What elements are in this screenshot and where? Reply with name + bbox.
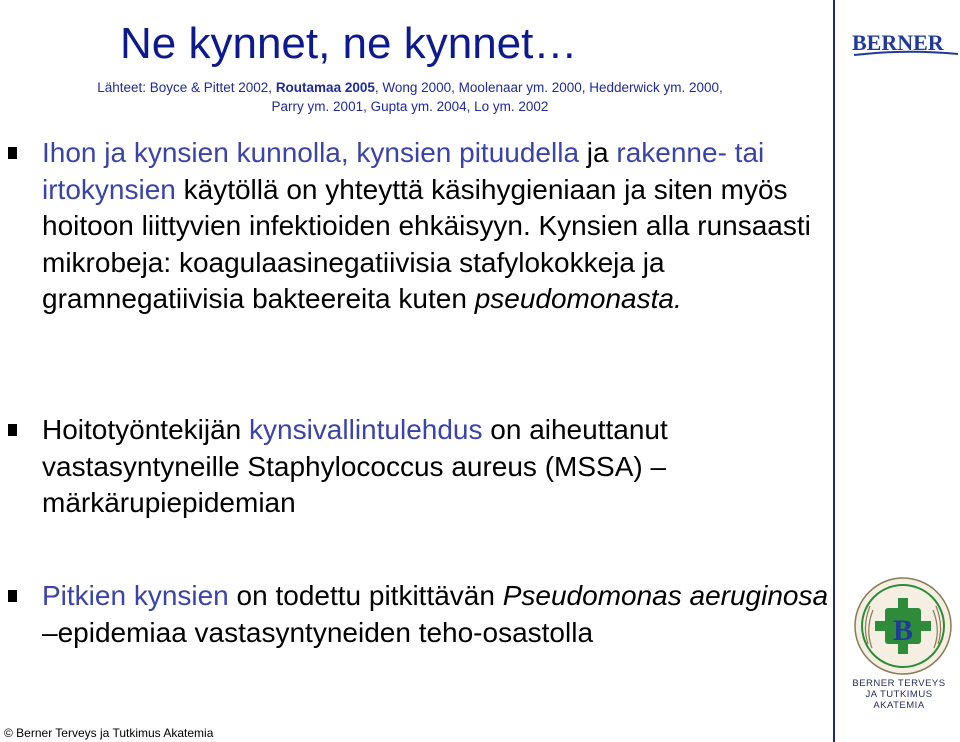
bullet-marker [8, 147, 17, 159]
bullet-3-text-b: –epidemiaa vastasyntyneiden teho-osastolla [42, 616, 594, 648]
academy-name-line-3: AKATEMIA [873, 700, 925, 711]
sources-text-1: Lähteet: Boyce & Pittet 2002, [97, 80, 276, 95]
bullet-1-text-b: käytöllä on yhteyttä käsihygieniaan ja siten myös hoitoon liittyvien infektioiden ehkäisyyn. Kynsien alla runsaasti mikrobeja: koagulaasinegatiivisia stafylokokkeja ja gramnegatiivisia bakteereita kuten [42, 173, 811, 314]
bullet-1-text [42, 135, 832, 318]
bullet-3-highlight: Pitkien kynsien [42, 580, 229, 611]
berner-logo [852, 30, 960, 60]
bullet-1-highlight-a: Ihon ja kynsien kunnolla, kynsien pituudella [42, 137, 580, 168]
slide-title: Ne kynnet, ne kynnet… [120, 19, 578, 68]
vertical-divider [833, 0, 835, 742]
academy-name-line-2: JA TUTKIMUS [865, 689, 933, 700]
sources-text-2: , Wong 2000, Moolenaar ym. 2000, Hedderwick ym. 2000, [374, 80, 723, 95]
academy-name-line-1: BERNER TERVEYS [852, 678, 946, 689]
bullet-2-text-b: on aiheuttanut vastasyntyneille Staphylococcus aureus (MSSA) – märkärupiepidemian [42, 414, 668, 518]
bullet-2-text-a: Hoitotyöntekijän [42, 414, 250, 445]
bullet-1-text-a: ja [579, 137, 617, 168]
academy-badge-icon [852, 574, 954, 678]
bullet-marker [8, 424, 17, 436]
bullet-2-text [42, 412, 832, 522]
bullet-1-italic: pseudomonasta. [474, 283, 682, 314]
bullet-3-italic: Pseudomonas aeruginosa [502, 580, 829, 611]
bullet-1-highlight-b: rakenne- tai irtokynsien [42, 137, 765, 205]
sources-bold: Routamaa 2005 [275, 80, 375, 95]
sources-line-2: Parry ym. 2001, Gupta ym. 2004, Lo ym. 2002 [271, 99, 549, 114]
bullet-marker [8, 590, 17, 602]
academy-name [838, 678, 960, 711]
footer-copyright: © Berner Terveys ja Tutkimus Akatemia [4, 726, 214, 740]
berner-logo-text: BERNER [852, 30, 944, 55]
badge-letter: B [892, 614, 914, 647]
bullet-3-text-a: on todettu pitkittävän [228, 580, 503, 611]
bullet-2-highlight: kynsivallintulehdus [249, 414, 483, 445]
sources-citation [20, 78, 800, 116]
sources-line-1 [20, 78, 800, 97]
bullet-3-text [42, 578, 832, 651]
